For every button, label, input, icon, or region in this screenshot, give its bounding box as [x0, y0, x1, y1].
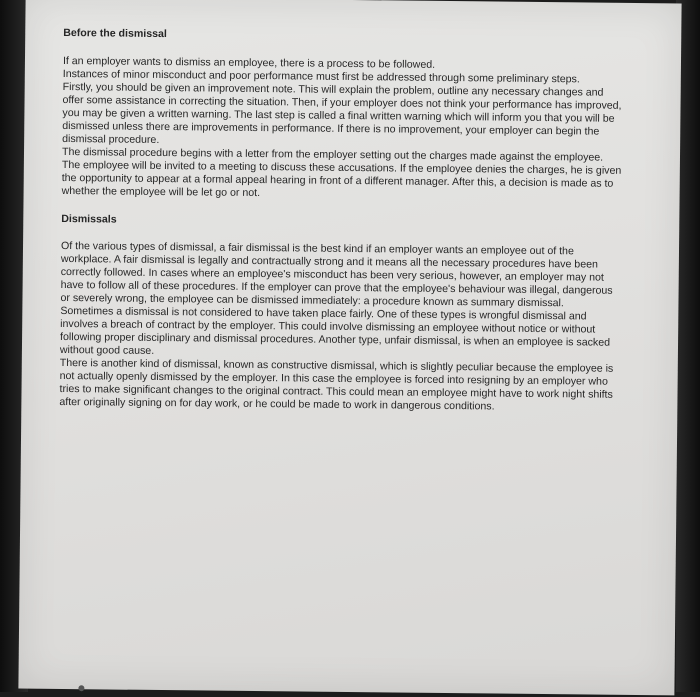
section-heading-before-dismissal: Before the dismissal	[63, 26, 167, 41]
paragraph: If an employer wants to dismiss an employee, there is a process to be followed.	[62, 54, 436, 71]
paragraph: Firstly, you should be given an improvement note. This will explain the problem, outline any necessary changes and offer some assistance in correcting the situation. Then, if your employer does not think your performance has improved, you may be given a written warning. The last step is called a final written warning which will inform you that you will be dismissed unless there are improvements in performance. If there is no improvement, your employer can begin the dismissal procedure.	[62, 80, 622, 146]
paragraph: The dismissal procedure begins with a letter from the employer setting out the charges made against the employee. The employee will be invited to a meeting to discuss these accusations. If the employee denies the charges, he is given the opportunity to appear at a formal appeal hearing in front of a different manager. After this, a decision is made as to whether the employee will be let go or not.	[61, 145, 622, 200]
paragraph: There is another kind of dismissal, known as constructive dismissal, which is slightly peculiar because the employee is not actually openly dismissed by the employer. In this case the employee is forced into resigning by an employer who tries to make significant changes to the original contract. This could mean an employee might have to work night shifts after originally signing on for day work, or he could be made to work in dangerous conditions.	[59, 356, 614, 413]
section-heading-dismissals: Dismissals	[61, 212, 117, 226]
paragraph: Sometimes a dismissal is not considered to have taken place fairly. One of these types is wrongful dismissal and involves a breach of contract by the employer. This could involve dismissing an employee without notice or without following proper disciplinary and dismissal procedures. Another type, unfair dismissal, is when an employee is sacked without good cause.	[59, 304, 611, 357]
document-page	[18, 0, 681, 695]
page-mark	[78, 685, 84, 691]
paragraph: Of the various types of dismissal, a fair dismissal is the best kind if an employer wants an employee out of the workplace. A fair dismissal is legally and contractually strong and it means all the necessary procedures have been correctly followed. In cases where an employee's misconduct has been very serious, however, an employer may not have to follow all of these procedures. If the employer can prove that the employee's behaviour was illegal, dangerous or severely wrong, the employee can be dismissed immediately: a procedure known as summary dismissal.	[60, 239, 613, 310]
paragraph: Instances of minor misconduct and poor performance must first be addressed through some preliminary steps.	[62, 67, 580, 86]
document-content	[59, 27, 623, 415]
